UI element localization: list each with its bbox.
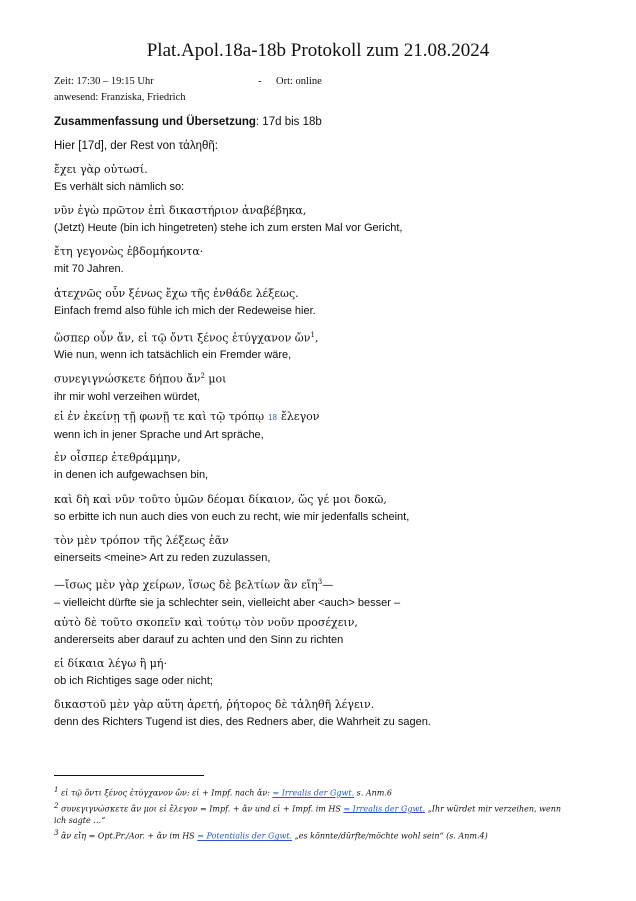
greek-text: νῦν ἐγὼ πρῶτον ἐπὶ δικαστήριον ἀναβέβηκα, [54,204,307,218]
german-translation: so erbitte ich nun auch dies von euch zu recht, wie mir jedenfalls scheint, [54,510,410,523]
greek-line [54,285,614,303]
greek-line [54,202,614,220]
translation-block [54,161,614,202]
translation-block [54,202,614,243]
translation-block [54,449,614,490]
footnote-number: 2 [54,801,59,810]
german-translation: Es verhält sich nämlich so: [54,181,185,193]
greek-text: εἰ δίκαια λέγω ἢ μή· [54,657,168,671]
meta-separator: - [258,76,262,87]
greek-line [54,408,614,427]
german-translation: einerseits <meine> Art zu reden zuzulassen, [54,551,271,564]
footnote-text-end: s. Anm.6 [354,788,393,798]
summary-range: : 17d bis 18b [255,116,322,128]
greek-text: καὶ δὴ καὶ νῦν τοῦτο ὑμῶν δέομαι δίκαιον, ὥς γέ μοι δοκῶ, [54,492,387,506]
greek-line [54,367,614,389]
greek-line [54,326,614,348]
greek-line [54,161,614,179]
footnote-link[interactable]: = Irrealis der Ggwt. [272,788,355,798]
german-translation: andererseits aber darauf zu achten und den Sinn zu richten [54,634,344,647]
greek-text: αὐτὸ δὲ τοῦτο σκοπεῖν καὶ τούτῳ τὸν νοῦν προσέχειν, [54,616,358,630]
footnote-link[interactable]: = Potentialis der Ggwt. [197,831,293,841]
greek-text: ἐν οἷσπερ ἐτεθράμμην, [54,451,181,465]
greek-text-end: ἔλεγον [281,410,320,424]
german-translation: ihr mir wohl verzeihen würdet, [54,390,201,403]
footnote-text: ἂν εἴη = Opt.Pr./Aor. + ἄν im HS [61,831,198,841]
german-translation: wenn ich in jener Sprache und Art spräche, [54,429,264,442]
german-translation: (Jetzt) Heute (bin ich hingetreten) stehe ich zum ersten Mal vor Gericht, [54,222,403,235]
summary-heading [54,116,322,128]
translation-block [54,367,614,408]
translation-block [54,614,614,655]
footnote-marker: 3 [317,577,323,586]
footnote [54,784,574,800]
stephanus-page-ref: 18 [268,413,278,423]
footnote-text-end: „es könnte/dürfte/möchte wohl sein“ (s. Anm.4) [292,831,488,841]
translation-block [54,696,614,737]
translation-block [54,573,614,614]
footnote-text: εἰ τῷ ὄντι ξένος ἐτύγχανον ὤν: εἰ + Impf. nach ἄν: [61,788,273,798]
greek-text: τὸν μὲν τρόπον τῆς λέξεως ἐᾶν [54,533,229,547]
translation-block [54,285,614,326]
german-translation: denn des Richters Tugend ist dies, des Redners aber, die Wahrheit zu sagen. [54,716,431,729]
summary-label: Zusammenfassung und Übersetzung [54,116,256,128]
greek-line [54,573,614,595]
translation-block [54,491,614,532]
greek-text: ὥσπερ οὖν ἄν, εἰ τῷ ὄντι ξένος ἐτύγχανον ὤν [54,331,311,345]
footnote [54,800,574,828]
translation-block [54,326,614,367]
greek-text-end: μοι [204,372,227,386]
translation-blocks [54,161,614,738]
footnote-marker: 2 [200,371,205,380]
german-translation: Wie nun, wenn ich tatsächlich ein Fremder wäre, [54,349,292,362]
translation-block [54,408,614,449]
meta-time-place [54,75,594,89]
greek-text: συνεγιγνώσκετε δήπου ἄν [54,372,201,386]
german-translation: in denen ich aufgewachsen bin, [54,469,209,482]
greek-line [54,449,614,467]
greek-text-end: — [322,578,334,592]
translation-block [54,532,614,573]
meeting-time: Zeit: 17:30 – 19:15 Uhr [54,76,154,87]
greek-line [54,696,614,714]
meeting-place: Ort: online [276,76,322,87]
german-translation: Einfach fremd also fühle ich mich der Redeweise hier. [54,304,316,317]
greek-line [54,614,614,632]
footnote [54,827,574,843]
german-translation: mit 70 Jahren. [54,263,124,276]
footnote-link[interactable]: = Irrealis der Ggwt. [343,804,426,814]
footnote-text: συνεγιγνώσκετε ἂν μοι εἰ ἔλεγον = Impf. + ἄν und εἰ + Impf. im HS [61,804,344,814]
footnote-text-end: „Ihr würdet mir verzeihen, wenn ich sagte …“ [54,804,562,826]
footnote-divider [54,775,204,776]
greek-line [54,243,614,261]
greek-text: —ἴσως μὲν γὰρ χείρων, ἴσως δὲ βελτίων ἂν εἴη [54,578,318,592]
footnote-number: 1 [54,786,59,794]
greek-text: ἀτεχνῶς οὖν ξένως ἔχω τῆς ἐνθάδε λέξεως. [54,286,299,300]
german-translation: ob ich Richtiges sage oder nicht; [54,675,213,688]
german-translation: – vielleicht dürfte sie ja schlechter sein, vielleicht aber <auch> besser – [54,596,401,609]
greek-line [54,655,614,673]
document-title: Plat.Apol.18a-18b Protokoll zum 21.08.2024 [146,40,490,61]
footnote-marker: 1 [310,330,315,339]
greek-line [54,491,614,509]
footnote-number: 3 [54,829,59,838]
footnotes [54,784,574,843]
greek-text: ἔχει γὰρ οὑτωσί. [54,163,148,176]
greek-text: ἔτη γεγονὼς ἑβδομήκοντα· [54,245,204,259]
translation-block [54,243,614,284]
greek-text: δικαστοῦ μὲν γὰρ αὕτη ἀρετή, ῥήτορος δὲ τἀληθῆ λέγειν. [54,698,375,712]
greek-line [54,532,614,550]
greek-text: εἰ ἐν ἐκείνῃ τῇ φωνῇ τε καὶ τῷ τρόπῳ [54,410,265,424]
greek-text-end: , [314,331,319,345]
intro-line: Hier [17d], der Rest von τἀληθῆ: [54,140,218,152]
translation-block [54,655,614,696]
meeting-attendees: anwesend: Franziska, Friedrich [54,92,186,103]
